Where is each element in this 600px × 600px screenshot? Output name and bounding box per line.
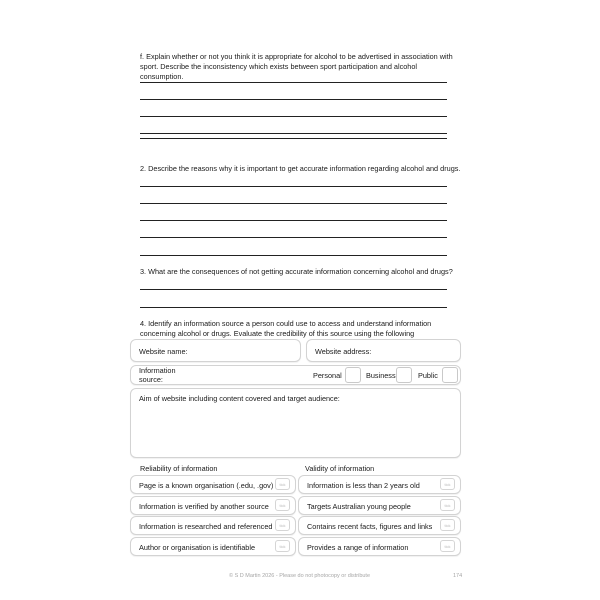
personal-checkbox[interactable] [345, 367, 361, 383]
answer-line[interactable] [140, 133, 447, 134]
answer-line[interactable] [140, 116, 447, 117]
reliability-item: Information is researched and referenced [139, 522, 273, 531]
answer-line[interactable] [140, 138, 447, 139]
validity-row [298, 475, 461, 494]
page-number: 174 [453, 573, 463, 579]
answer-line[interactable] [140, 99, 447, 100]
public-label: Public [418, 371, 438, 380]
question-3: 3. What are the consequences of not getting accurate information concerning alcohol and drugs? [140, 267, 453, 276]
reliability-row [130, 516, 296, 535]
reliability-item: Information is verified by another source [139, 502, 269, 511]
reliability-tick-box[interactable]: tick [275, 519, 290, 531]
information-source-row [130, 365, 461, 385]
validity-row [298, 516, 461, 535]
public-checkbox[interactable] [442, 367, 458, 383]
validity-item: Provides a range of information [307, 543, 409, 552]
answer-line[interactable] [140, 186, 447, 187]
answer-lines-3[interactable] [140, 289, 447, 311]
question-2: 2. Describe the reasons why it is important to get accurate information regarding alcohol and drugs. [140, 164, 461, 173]
validity-row [298, 537, 461, 556]
answer-line[interactable] [140, 307, 447, 308]
validity-tick-box[interactable]: tick [440, 540, 455, 552]
validity-heading: Validity of information [305, 464, 375, 473]
validity-tick-box[interactable]: tick [440, 478, 455, 490]
reliability-tick-box[interactable]: tick [275, 499, 290, 511]
answer-lines-2[interactable] [140, 186, 447, 258]
footer-copyright: © S D Martin 2026 - Please do not photocopy or distribute [229, 573, 371, 579]
question-f: f. Explain whether or not you think it is appropriate for alcohol to be advertised in association with sport. Describe the inconsistency which exists between sport participation and alcohol consumption. [140, 52, 453, 81]
reliability-tick-box[interactable]: tick [275, 540, 290, 552]
validity-item: Targets Australian young people [307, 502, 411, 511]
validity-item: Contains recent facts, figures and links [307, 522, 433, 531]
reliability-row [130, 475, 296, 494]
information-source-label: Information source: [139, 366, 176, 384]
business-checkbox[interactable] [396, 367, 412, 383]
validity-item: Information is less than 2 years old [307, 481, 420, 490]
reliability-item: Page is a known organisation (.edu, .gov) [139, 481, 274, 490]
personal-label: Personal [313, 371, 342, 380]
reliability-row [130, 496, 296, 515]
reliability-item: Author or organisation is identifiable [139, 543, 256, 552]
validity-tick-box[interactable]: tick [440, 499, 455, 511]
website-name-field[interactable] [130, 339, 301, 362]
reliability-heading: Reliability of information [140, 464, 218, 473]
answer-line[interactable] [140, 237, 447, 238]
website-name-label: Website name: [139, 347, 188, 356]
reliability-row [130, 537, 296, 556]
answer-line[interactable] [140, 255, 447, 256]
website-address-field[interactable] [306, 339, 461, 362]
website-address-label: Website address: [315, 347, 372, 356]
reliability-tick-box[interactable]: tick [275, 478, 290, 490]
answer-lines-f[interactable] [140, 82, 447, 142]
answer-line[interactable] [140, 220, 447, 221]
aim-label: Aim of website including content covered and target audience: [139, 394, 340, 403]
question-4: 4. Identify an information source a person could use to access and understand information concerning alcohol or drugs. Evaluate the credibility of this source using the following [140, 319, 432, 338]
validity-row [298, 496, 461, 515]
answer-line[interactable] [140, 82, 447, 83]
validity-tick-box[interactable]: tick [440, 519, 455, 531]
answer-line[interactable] [140, 203, 447, 204]
business-label: Business [366, 371, 396, 380]
answer-line[interactable] [140, 289, 447, 290]
aim-field[interactable] [130, 388, 461, 458]
